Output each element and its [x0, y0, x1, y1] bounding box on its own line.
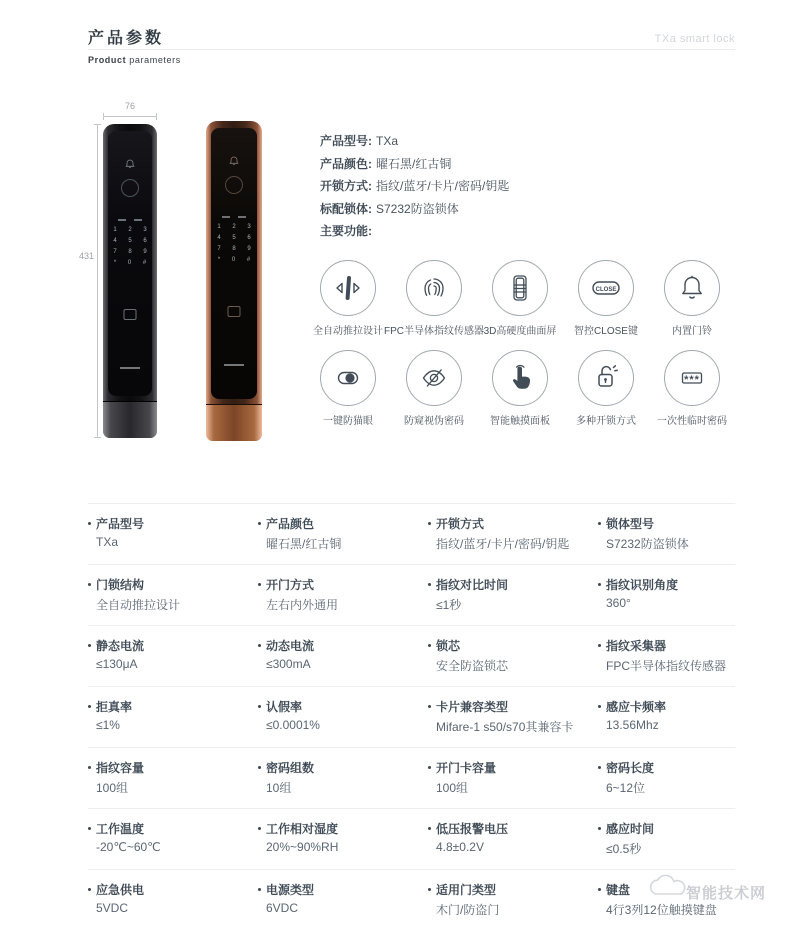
spec-label: 密码组数 — [258, 759, 314, 776]
bullet-dot — [428, 888, 431, 891]
bullet-dot — [88, 888, 91, 891]
spec-table — [88, 503, 735, 930]
spec-value: FPC半导体指纹传感器 — [606, 659, 727, 673]
spec-value: ≤1秒 — [436, 598, 462, 612]
feature-label: 一键防猫眼 — [323, 416, 373, 427]
spec-value: -20℃~60℃ — [96, 840, 161, 854]
info-line-1: 产品颜色: 曜石黑/红古铜 — [320, 156, 452, 171]
bullet-dot — [258, 888, 261, 891]
bullet-dot — [258, 766, 261, 769]
keypad-status-leds — [118, 219, 142, 221]
svg-text:CLOSE: CLOSE — [595, 286, 617, 293]
spec-value: 6VDC — [266, 901, 299, 915]
bullet-dot — [428, 522, 431, 525]
bullet-dot — [428, 583, 431, 586]
curved-screen-icon — [492, 260, 548, 316]
bullet-dot — [88, 827, 91, 830]
spec-value: 6~12位 — [606, 781, 646, 795]
close-key-icon — [578, 260, 634, 316]
spec-value: 左右内外通用 — [266, 598, 339, 612]
lock-front-panel — [211, 128, 257, 399]
spec-label: 应急供电 — [88, 881, 144, 898]
anti-peep-icon — [406, 350, 462, 406]
spec-label: 静态电流 — [88, 637, 144, 654]
lock-body — [103, 124, 157, 438]
height-dimension-label: 431 — [78, 251, 94, 261]
bullet-dot — [598, 522, 601, 525]
bullet-dot — [88, 644, 91, 647]
spec-value: 安全防盗锁芯 — [436, 659, 509, 673]
lock-body — [206, 121, 262, 441]
keypad: 1 2 3 4 5 6 7 8 9 * 0 # — [113, 227, 152, 266]
bullet-dot — [88, 766, 91, 769]
spec-value: 全自动推拉设计 — [96, 598, 181, 612]
fingerprint-reader — [225, 176, 243, 194]
doorbell-button-icon — [230, 156, 239, 166]
lock-product-black — [103, 124, 157, 438]
feature-label: 智能触摸面板 — [490, 416, 550, 427]
spec-value: ≤1% — [96, 718, 120, 732]
spec-label: 指纹识别角度 — [598, 576, 678, 593]
bullet-dot — [598, 888, 601, 891]
touch-panel-icon — [492, 350, 548, 406]
spec-value: 13.56Mhz — [606, 718, 659, 732]
card-reader-icon — [124, 309, 137, 320]
spec-value: 100组 — [436, 781, 469, 795]
bullet-dot — [88, 705, 91, 708]
spec-label: 开门方式 — [258, 576, 314, 593]
spec-label: 感应时间 — [598, 820, 654, 837]
info-line-2: 开锁方式: 指纹/蓝牙/卡片/密码/钥匙 — [320, 179, 510, 193]
spec-label: 动态电流 — [258, 637, 314, 654]
spec-value: Mifare-1 s50/s70其兼容卡 — [436, 720, 574, 734]
toggle-icon — [320, 350, 376, 406]
bullet-dot — [598, 766, 601, 769]
spec-label: 工作温度 — [88, 820, 144, 837]
subtitle-bold: Product — [88, 55, 127, 65]
bullet-dot — [258, 522, 261, 525]
lock-base — [206, 404, 262, 441]
spec-value: 曜石黑/红古铜 — [266, 537, 342, 551]
doorbell-icon — [664, 260, 720, 316]
spec-row-5 — [88, 808, 735, 869]
fingerprint-reader — [121, 179, 139, 197]
bullet-dot — [428, 644, 431, 647]
spec-value: 4.8±0.2V — [436, 840, 484, 854]
spec-value: ≤0.5秒 — [606, 842, 642, 856]
spec-label: 低压报警电压 — [428, 820, 508, 837]
spec-value: ≤0.0001% — [266, 718, 320, 732]
spec-value: 木门/防盗门 — [436, 903, 500, 917]
spec-row-6 — [88, 869, 735, 930]
bullet-dot — [258, 827, 261, 830]
spec-label: 电源类型 — [258, 881, 314, 898]
bullet-dot — [88, 522, 91, 525]
feature-label: 智控CLOSE键 — [574, 326, 638, 337]
spec-label: 指纹容量 — [88, 759, 144, 776]
page-subtitle — [88, 55, 181, 65]
spec-label: 产品颜色 — [258, 515, 314, 532]
header-model-label: TXa smart lock — [654, 33, 735, 45]
spec-row-0 — [88, 503, 735, 564]
card-reader-icon — [228, 306, 241, 317]
feature-label: 全自动推拉设计 — [313, 326, 383, 337]
info-line-3: 标配锁体: S7232防盗锁体 — [320, 201, 459, 216]
feature-label: 3D高硬度曲面屏 — [483, 326, 557, 337]
bullet-dot — [428, 827, 431, 830]
brand-logo — [120, 367, 140, 369]
spec-label: 工作相对湿度 — [258, 820, 338, 837]
bullet-dot — [598, 644, 601, 647]
spec-label: 锁芯 — [428, 637, 460, 654]
brand-logo — [224, 364, 244, 366]
spec-value: ≤130μA — [96, 657, 138, 671]
spec-value: 指纹/蓝牙/卡片/密码/钥匙 — [436, 537, 570, 551]
spec-label: 拒真率 — [88, 698, 132, 715]
bullet-dot — [598, 827, 601, 830]
spec-label: 指纹对比时间 — [428, 576, 508, 593]
spec-label: 产品型号 — [88, 515, 144, 532]
spec-value: 360° — [606, 596, 631, 610]
spec-value: S7232防盗锁体 — [606, 537, 689, 551]
feature-label: 一次性临时密码 — [657, 416, 727, 427]
lock-front-panel — [108, 131, 152, 396]
bullet-dot — [258, 644, 261, 647]
feature-label: 多种开锁方式 — [576, 416, 636, 427]
bullet-dot — [598, 705, 601, 708]
spec-value: 10组 — [266, 781, 292, 795]
spec-value: 5VDC — [96, 901, 129, 915]
feature-label: 内置门铃 — [672, 326, 712, 337]
spec-label: 开门卡容量 — [428, 759, 496, 776]
product-info — [320, 130, 509, 243]
spec-row-2 — [88, 625, 735, 686]
temp-password-icon — [664, 350, 720, 406]
spec-label: 密码长度 — [598, 759, 654, 776]
fingerprint-icon — [406, 260, 462, 316]
feature-label: 防窥视伪密码 — [404, 416, 464, 427]
feature-label: FPC半导体指纹传感器 — [384, 326, 484, 337]
spec-label: 锁体型号 — [598, 515, 654, 532]
info-line-0: 产品型号: TXa — [320, 134, 399, 148]
spec-label: 开锁方式 — [428, 515, 484, 532]
header-divider — [88, 49, 735, 50]
bullet-dot — [258, 705, 261, 708]
svg-text:***: *** — [684, 373, 700, 386]
spec-row-4 — [88, 747, 735, 808]
doorbell-button-icon — [126, 159, 135, 169]
keypad-status-leds — [222, 216, 246, 218]
spec-label: 门锁结构 — [88, 576, 144, 593]
page-title: 产品参数 — [88, 30, 165, 47]
bullet-dot — [428, 705, 431, 708]
keypad: 1 2 3 4 5 6 7 8 9 * 0 # — [217, 224, 256, 263]
spec-value: TXa — [96, 535, 119, 549]
height-dimension-line — [97, 124, 98, 438]
spec-value: 100组 — [96, 781, 129, 795]
bullet-dot — [598, 583, 601, 586]
spec-value: ≤300mA — [266, 657, 311, 671]
lock-product-bronze — [206, 121, 262, 441]
spec-label: 键盘 — [598, 881, 630, 898]
info-line-4: 主要功能: — [320, 224, 372, 238]
spec-value: 20%~90%RH — [266, 840, 339, 854]
spec-row-1 — [88, 564, 735, 625]
spec-label: 适用门类型 — [428, 881, 496, 898]
auto-slide-icon — [320, 260, 376, 316]
width-dimension-label: 76 — [124, 101, 135, 111]
spec-value: 4行3列12位触摸键盘 — [606, 903, 717, 917]
spec-label: 指纹采集器 — [598, 637, 666, 654]
multi-unlock-icon — [578, 350, 634, 406]
spec-label: 感应卡频率 — [598, 698, 666, 715]
bullet-dot — [258, 583, 261, 586]
bullet-dot — [88, 583, 91, 586]
spec-row-3 — [88, 686, 735, 747]
bullet-dot — [428, 766, 431, 769]
lock-base — [103, 401, 157, 438]
subtitle-rest: parameters — [126, 55, 181, 65]
spec-label: 认假率 — [258, 698, 302, 715]
spec-label: 卡片兼容类型 — [428, 698, 508, 715]
watermark-text: 智能技术网 — [686, 885, 767, 902]
width-dimension-line — [103, 116, 157, 117]
